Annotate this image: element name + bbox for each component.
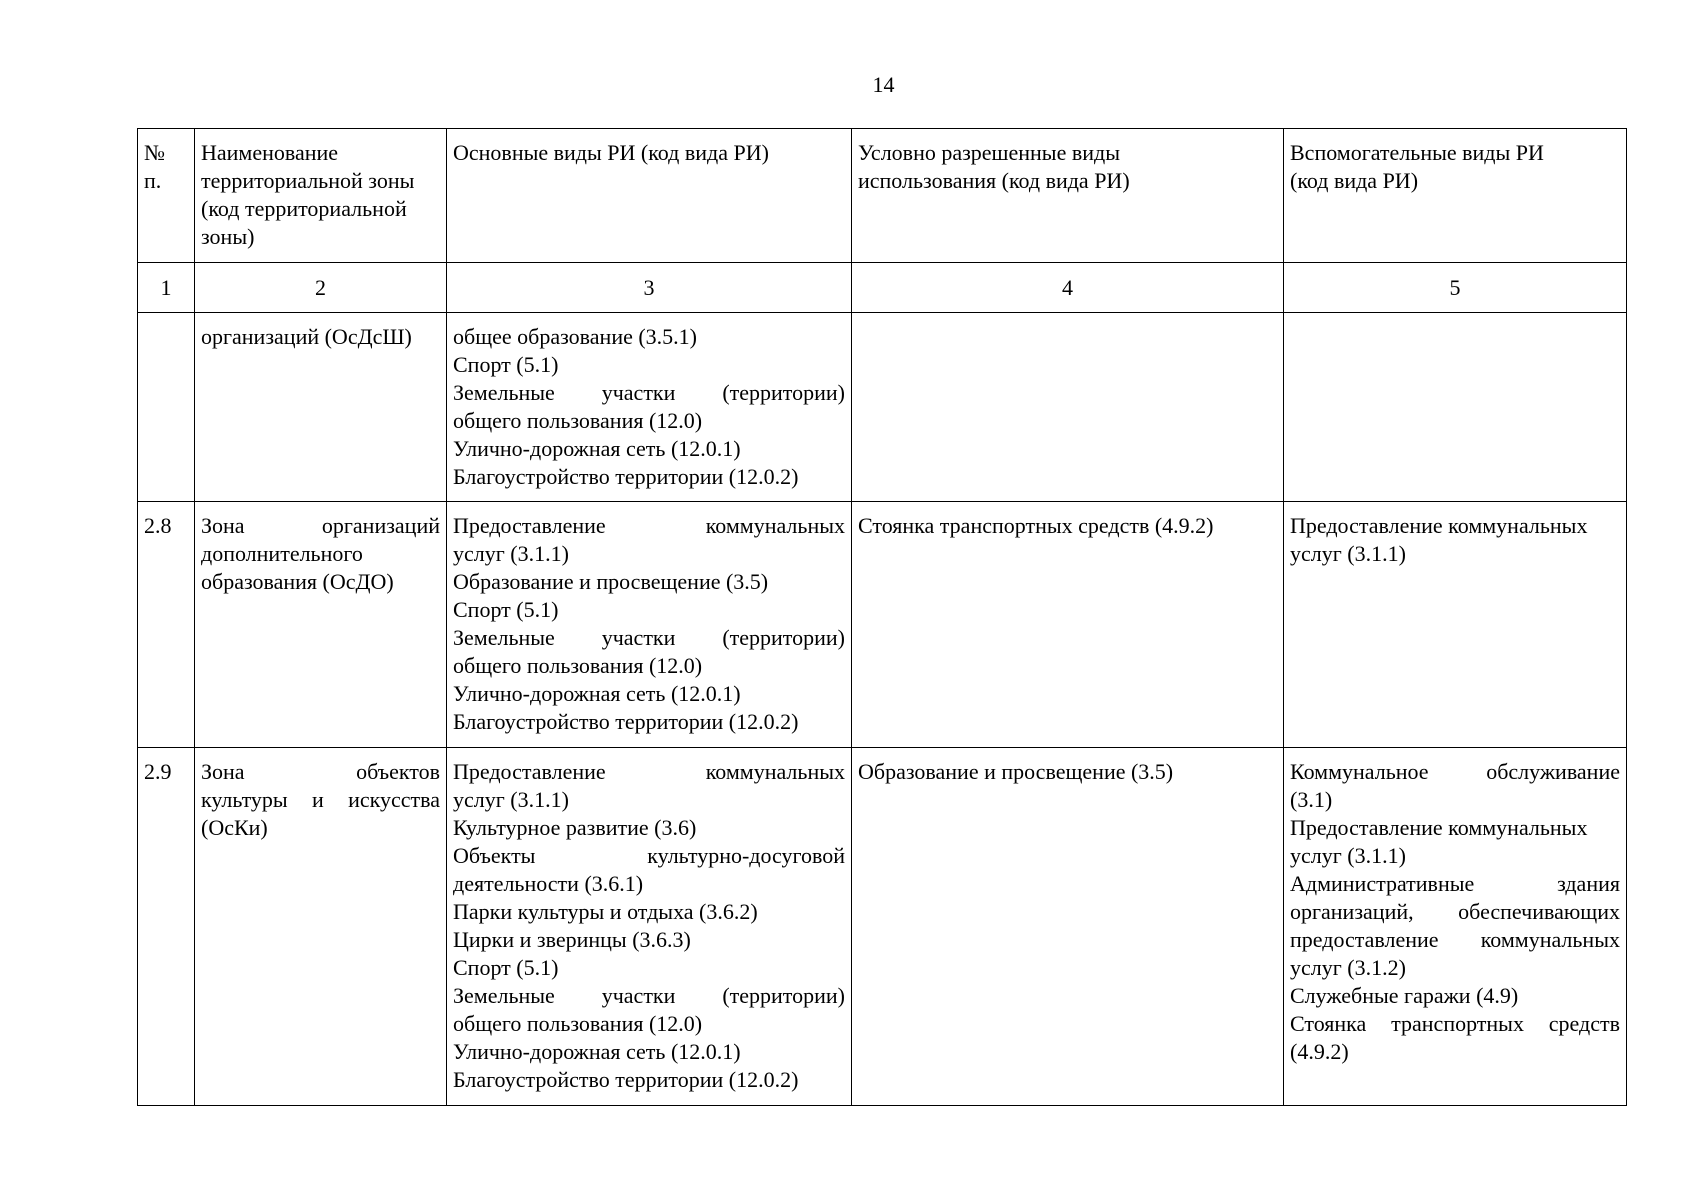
header-auxiliary-uses: Вспомогательные виды РИ (код вида РИ) (1284, 129, 1627, 263)
main-uses: Предоставление коммунальных услуг (3.1.1) Культурное развитие (3.6) Объекты культурно-досуговой деятельности (3.6.1) Парки культуры и отдыха (3.6.2) Цирки и зверинцы (3.6.3) Спорт (5.1) Земельные участки (территории) общего пользования (12.0) Улично-дорожная сеть (12.0.1) Благоустройство территории (12.0.2) (447, 748, 852, 1106)
column-number: 4 (852, 263, 1284, 313)
column-number: 2 (195, 263, 447, 313)
table-row (138, 313, 1627, 502)
column-number: 5 (1284, 263, 1627, 313)
table-row (138, 502, 1627, 748)
main-uses: общее образование (3.5.1) Спорт (5.1) Земельные участки (территории) общего пользования (12.0) Улично-дорожная сеть (12.0.1) Благоустройство территории (12.0.2) (447, 313, 852, 502)
zone-name: Зона организаций дополнительного образования (ОсДО) (195, 502, 447, 748)
header-number: № п. (138, 129, 195, 263)
auxiliary-uses: Предоставление коммунальных услуг (3.1.1) (1284, 502, 1627, 748)
row-number: 2.8 (138, 502, 195, 748)
zone-name: Зона объектов культуры и искусства (ОсКи) (195, 748, 447, 1106)
table-header-row (138, 129, 1627, 263)
column-number-row (138, 263, 1627, 313)
zone-name: организаций (ОсДсШ) (195, 313, 447, 502)
column-number: 3 (447, 263, 852, 313)
auxiliary-uses: Коммунальное обслуживание (3.1) Предоставление коммунальных услуг (3.1.1) Административные здания организаций, обеспечивающих предоставление коммунальных услуг (3.1.2) Служебные гаражи (4.9) Стоянка транспортных средств (4.9.2) (1284, 748, 1627, 1106)
conditional-uses: Образование и просвещение (3.5) (852, 748, 1284, 1106)
main-uses: Предоставление коммунальных услуг (3.1.1) Образование и просвещение (3.5) Спорт (5.1) Земельные участки (территории) общего пользования (12.0) Улично-дорожная сеть (12.0.1) Благоустройство территории (12.0.2) (447, 502, 852, 748)
conditional-uses (852, 313, 1284, 502)
conditional-uses: Стоянка транспортных средств (4.9.2) (852, 502, 1284, 748)
header-main-uses: Основные виды РИ (код вида РИ) (447, 129, 852, 263)
header-conditional-uses: Условно разрешенные виды использования (код вида РИ) (852, 129, 1284, 263)
row-number (138, 313, 195, 502)
row-number: 2.9 (138, 748, 195, 1106)
land-use-table (137, 128, 1627, 1106)
table-row (138, 748, 1627, 1106)
auxiliary-uses (1284, 313, 1627, 502)
page-number: 14 (872, 72, 895, 97)
header-zone-name: Наименование территориальной зоны (код территориальной зоны) (195, 129, 447, 263)
column-number: 1 (138, 263, 195, 313)
